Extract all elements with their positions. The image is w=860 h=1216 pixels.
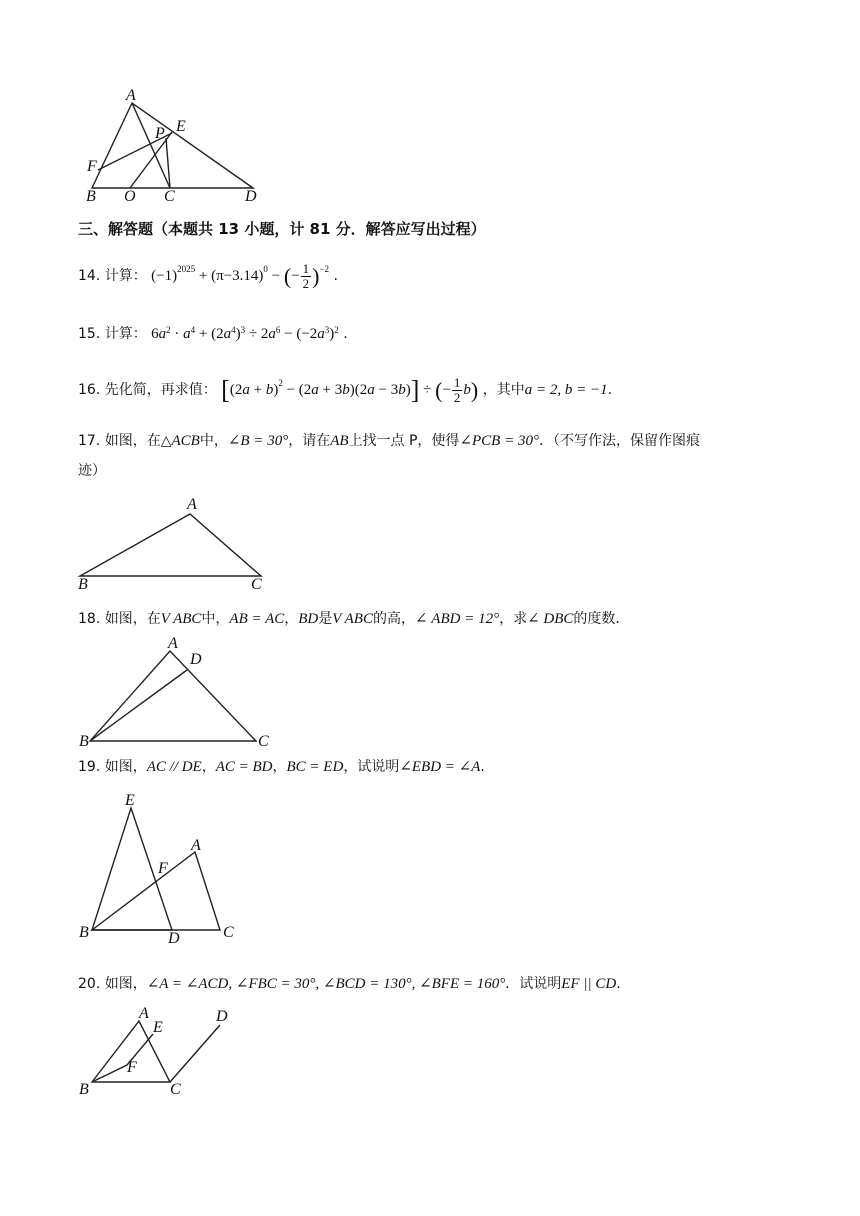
question-17-line2: 迹） <box>78 463 106 479</box>
q18-triangle: V ABC <box>160 611 202 627</box>
fig19-label-C: C <box>223 924 234 941</box>
q19-t1: 如图， <box>104 759 147 775</box>
fig20-label-A: A <box>139 1005 149 1022</box>
fig19-label-A: A <box>191 837 201 854</box>
figure-q20-svg <box>0 1000 300 1110</box>
q18-triangle-2: V ABC <box>332 611 373 627</box>
q16-end: . <box>607 381 613 398</box>
q16-where: ，其中 <box>482 381 525 398</box>
fig18-label-D: D <box>190 651 202 668</box>
q18-t1: 如图，在 <box>104 611 161 627</box>
fig13-label-P: P <box>155 125 165 142</box>
q19-sep-2: ， <box>272 759 287 775</box>
question-18 <box>78 608 629 630</box>
fig13-label-B: B <box>86 188 96 205</box>
question-19 <box>78 756 485 778</box>
fig19-label-E: E <box>125 792 135 809</box>
question-15 <box>78 323 348 345</box>
q16-condition: a = 2, b = −1 <box>524 381 608 398</box>
fig13-label-A: A <box>126 87 136 104</box>
q16-number: 16. <box>78 381 101 398</box>
q15-intro: 计算： <box>104 326 147 342</box>
q18-t7: 的度数． <box>573 611 630 627</box>
question-20 <box>78 973 621 995</box>
q17-text-c: ，请在 <box>288 433 331 449</box>
q16-expression: $[(2a + b)^2 - (2a + 3b)(2a - 3b)]$ ÷ (− $\frac{1}{2}$ b) <box>221 375 479 405</box>
fig19-label-B: B <box>79 924 89 941</box>
fig13-label-D: D <box>245 188 257 205</box>
q18-eq1: AB = AC <box>229 611 285 627</box>
fig20-label-C: C <box>170 1081 181 1098</box>
q19-eq1: AC = BD <box>215 759 273 775</box>
q19-number: 19. <box>78 759 101 775</box>
figure-q18-svg <box>0 630 300 750</box>
q15-number: 15. <box>78 326 101 342</box>
q17-text-a: 如图，在△ <box>104 433 172 449</box>
q19-eq2: BC = ED <box>286 759 344 775</box>
q17-text-e: ．（不写作法，保留作图痕 <box>538 433 700 449</box>
q20-goal: EF || CD <box>561 976 617 992</box>
question-16 <box>78 376 612 405</box>
q16-intro: 先化简，再求值： <box>104 381 217 398</box>
triangle-abc-q17 <box>80 514 261 576</box>
figure-q13 <box>0 0 300 210</box>
q18-t2: 中， <box>201 611 230 627</box>
segment-cd <box>170 1025 220 1082</box>
q14-intro: 计算： <box>104 267 147 284</box>
q17-angle-pcb: ∠PCB = 30° <box>459 433 539 449</box>
fig20-label-D: D <box>216 1008 228 1025</box>
figure-q19 <box>0 780 300 950</box>
fig13-label-O: O <box>124 188 136 205</box>
q20-end: . <box>616 976 621 992</box>
fig13-label-C: C <box>164 188 175 205</box>
fig20-label-B: B <box>79 1081 89 1098</box>
triangle-bac <box>92 852 220 930</box>
q18-bd: BD <box>298 611 319 627</box>
triangle-abc-q18 <box>90 651 256 741</box>
fig13-label-F: F <box>87 158 97 175</box>
fig19-label-F: F <box>158 860 168 877</box>
q19-goal: ∠EBD = ∠A <box>399 759 481 775</box>
fig18-label-A: A <box>168 635 178 652</box>
figure-q19-svg <box>0 780 300 950</box>
q17-ab: AB <box>330 433 349 449</box>
figure-q13-svg <box>0 0 300 210</box>
q20-number: 20. <box>78 976 101 992</box>
q17-number: 17. <box>78 433 101 449</box>
fig19-label-D: D <box>168 930 180 947</box>
q18-number: 18. <box>78 611 101 627</box>
q14-end: . <box>333 267 338 284</box>
q18-eq2: ∠ ABD = 12° <box>414 611 500 627</box>
q19-parallel: AC // DE <box>146 759 202 775</box>
q15-expression: $6a^2 \cdot a^4 + (2a^4)^3 \div 2a^6 - (-2a^3)^2$ <box>151 325 339 342</box>
q17-text-d: 上找一点 P，使得 <box>348 433 460 449</box>
q14-expression: $(-1)^{2025} + (\pi-3.14)^0$ − (− $\frac{1}{2}$ )$^{-2}$ <box>151 261 330 291</box>
fig13-label-E: E <box>176 118 186 135</box>
question-14 <box>78 262 338 291</box>
figure-q20 <box>0 1000 300 1110</box>
fig18-label-C: C <box>258 733 269 750</box>
q19-end: . <box>480 759 485 775</box>
q18-t6: ，求 <box>499 611 528 627</box>
q20-conditions: ∠A = ∠ACD, ∠FBC = 30°, ∠BCD = 130°, ∠BFE = 160° <box>146 976 506 992</box>
q18-ask: ∠ DBC <box>527 611 574 627</box>
q19-sep-1: ， <box>201 759 216 775</box>
figure-q18 <box>0 630 300 750</box>
question-17 <box>78 430 700 452</box>
fig20-label-E: E <box>153 1019 163 1036</box>
q17-text-b: 中， <box>199 433 228 449</box>
q18-t5: 的高， <box>372 611 415 627</box>
q15-end: . <box>343 326 348 342</box>
q17-angle-b: ∠B = 30° <box>227 433 289 449</box>
fig18-label-B: B <box>79 733 89 750</box>
segment-bfe <box>92 1034 153 1082</box>
q14-number: 14. <box>78 267 101 284</box>
segment-bd <box>90 670 187 741</box>
fig17-label-B: B <box>78 576 88 593</box>
q20-t2: ．试说明 <box>505 976 562 992</box>
fig17-label-A: A <box>187 496 197 513</box>
q18-t3: ， <box>284 611 299 627</box>
q20-t1: 如图， <box>104 976 147 992</box>
q17-acb: ACB <box>171 433 200 449</box>
section-header: 三、解答题（本题共 13 小题，计 81 分．解答应写出过程） <box>78 220 486 238</box>
q18-t4: 是 <box>318 611 333 627</box>
fig20-label-F: F <box>127 1059 137 1076</box>
triangle-abd <box>92 103 253 188</box>
fig17-label-C: C <box>251 576 262 593</box>
q19-t2: ，试说明 <box>343 759 400 775</box>
